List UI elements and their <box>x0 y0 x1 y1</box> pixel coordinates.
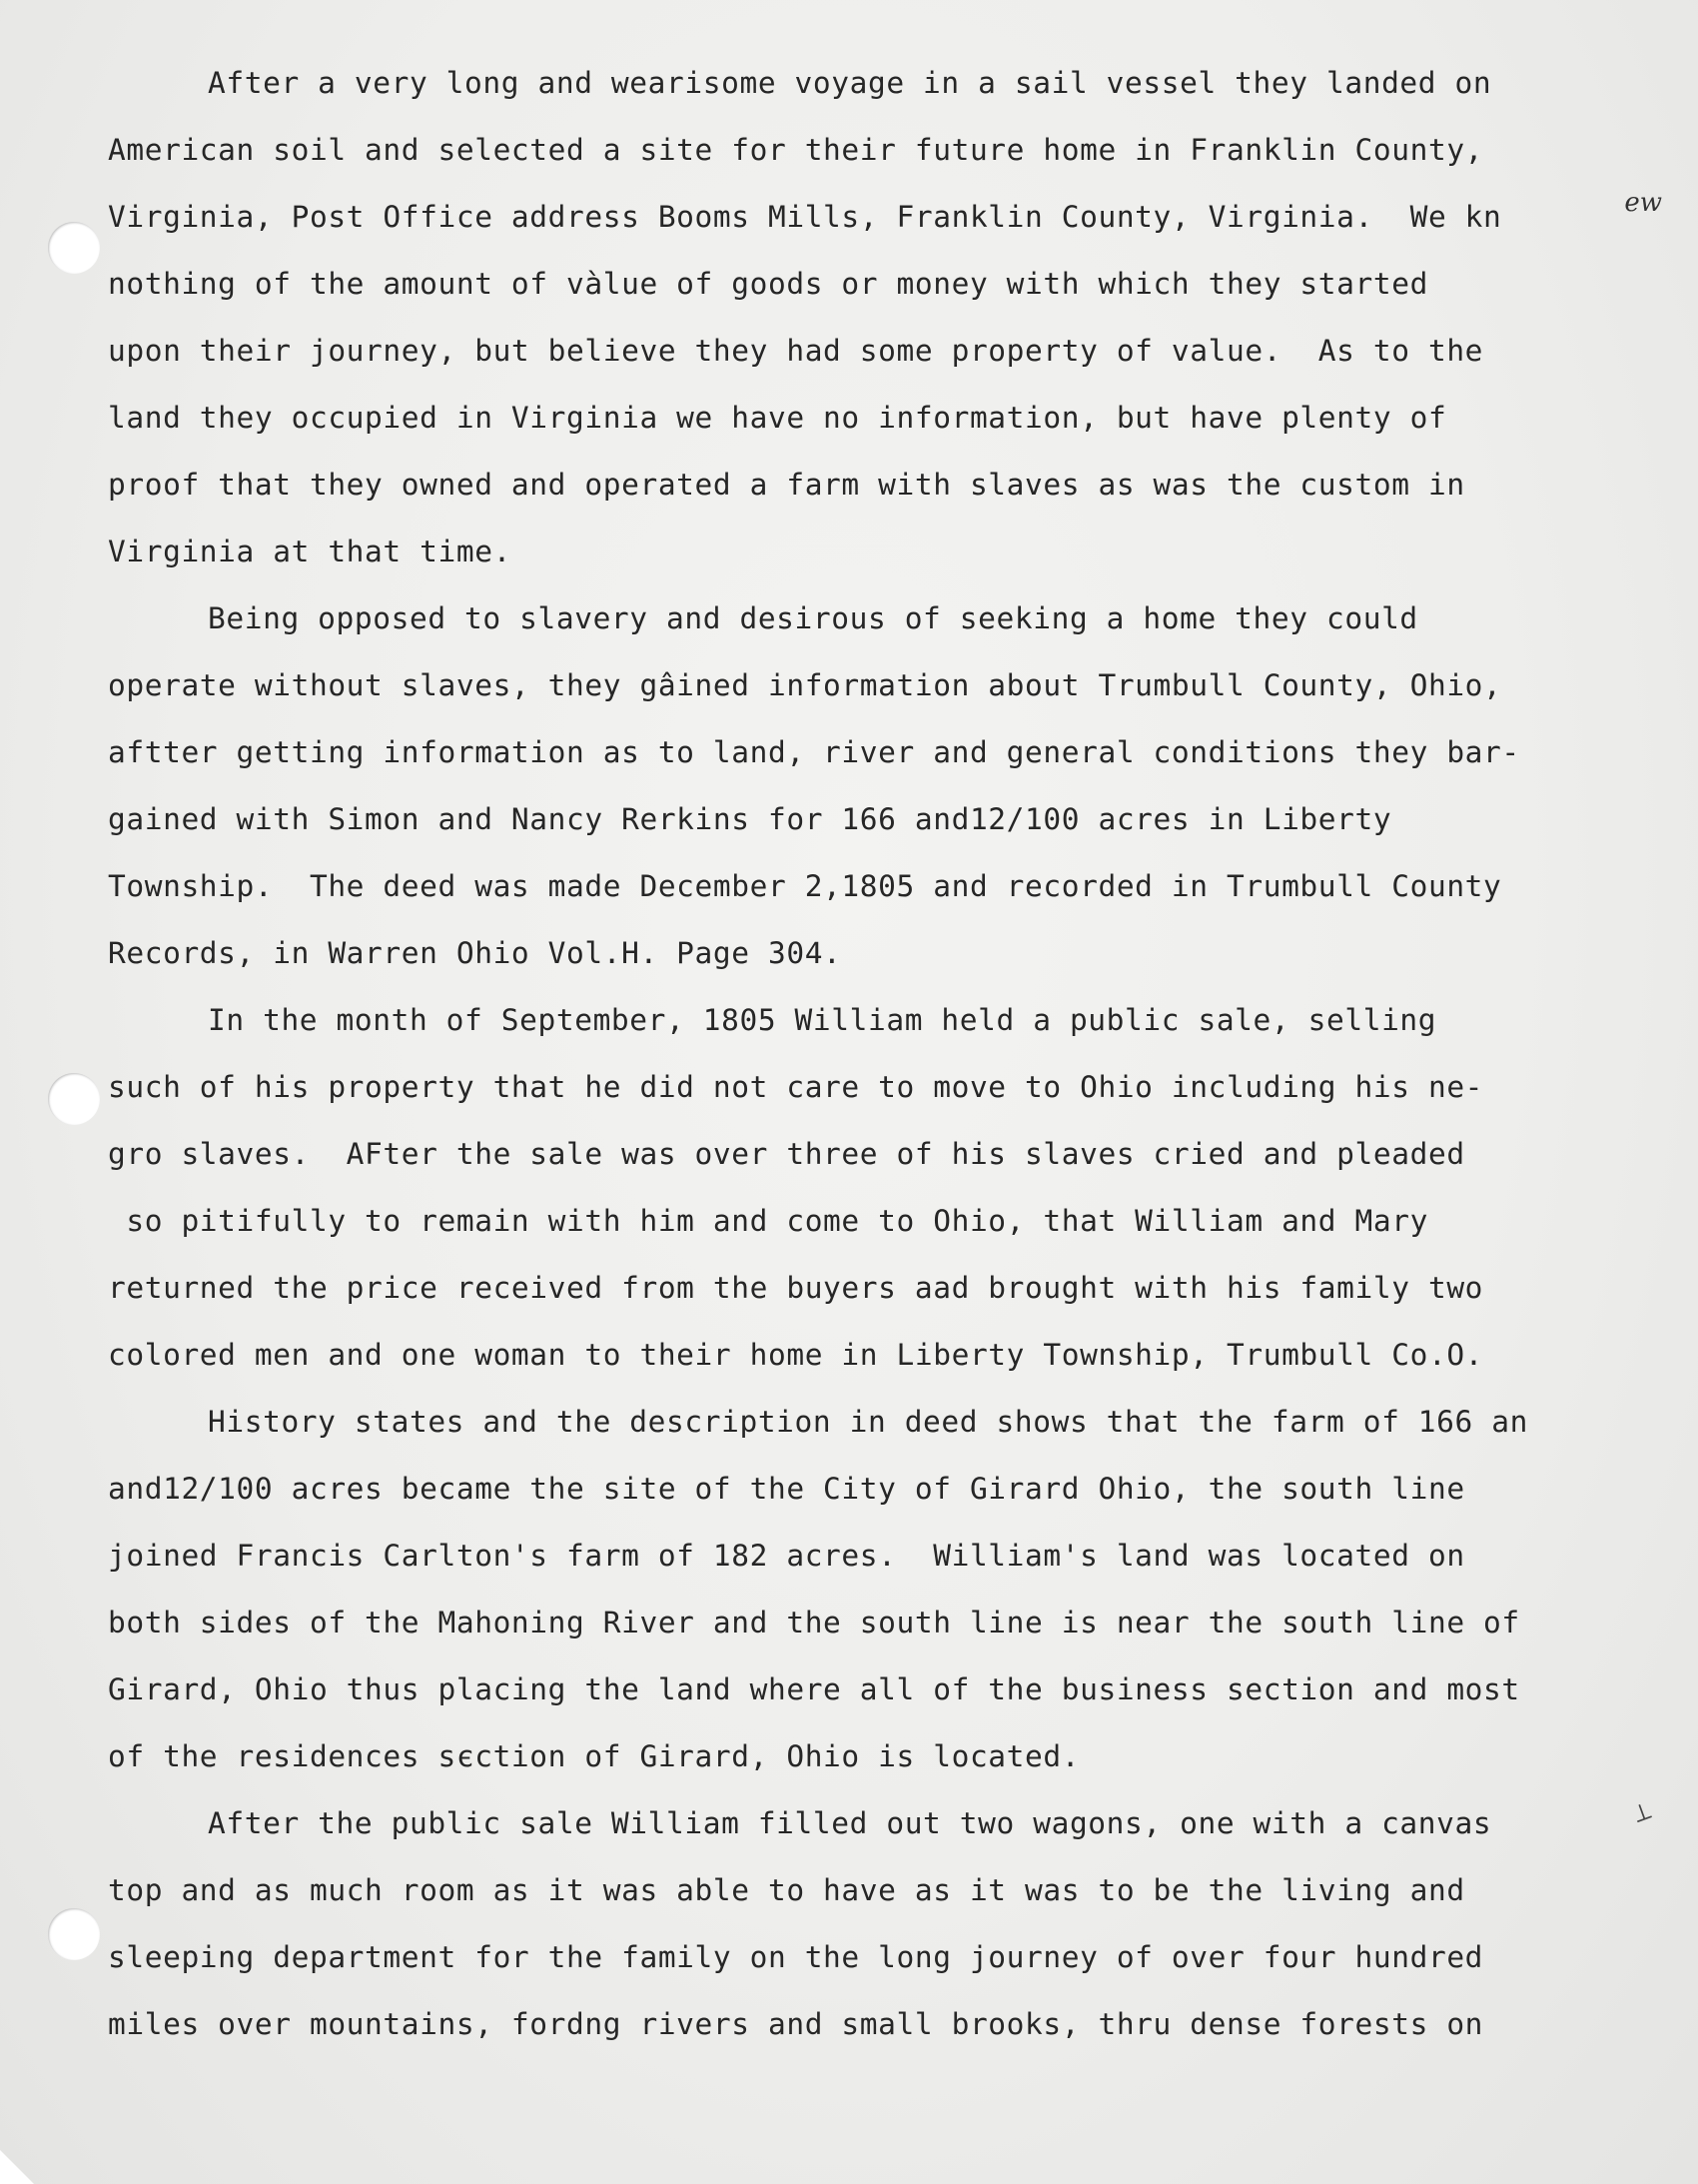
text-line-p4-1: History states and the description in deed shows that the farm of 166 an <box>208 1405 1528 1439</box>
torn-corner <box>0 2150 34 2184</box>
text-line-p3-4: so pitifully to remain with him and come to Ohio, that William and Mary <box>108 1204 1428 1238</box>
text-line-p2-4: gained with Simon and Nancy Rerkins for 166 and12/100 acres in Liberty <box>108 802 1392 836</box>
text-line-p3-6: colored men and one woman to their home in Liberty Township, Trumbull Co.O. <box>108 1338 1484 1372</box>
text-line-p2-3: aftter getting information as to land, river and general conditions they bar- <box>108 735 1520 769</box>
text-line-p4-4: both sides of the Mahoning River and the south line is near the south line of <box>108 1606 1520 1639</box>
text-line-p5-4: miles over mountains, fordng rivers and small brooks, thru dense forests on <box>108 2007 1484 2041</box>
text-line-p1-1: After a very long and wearisome voyage in a sail vessel they landed on <box>208 66 1492 100</box>
text-line-p5-2: top and as much room as it was able to have as it was to be the living and <box>108 1873 1465 1907</box>
text-line-p2-1: Being opposed to slavery and desirous of seeking a home they could <box>208 601 1418 635</box>
text-line-p4-5: Girard, Ohio thus placing the land where all of the business section and most <box>108 1672 1520 1706</box>
punch-hole-top <box>48 222 100 274</box>
punch-hole-bottom <box>48 1908 100 1960</box>
text-line-p1-6: land they occupied in Virginia we have no information, but have plenty of <box>108 401 1447 435</box>
handwritten-insert: ew <box>1624 188 1662 218</box>
text-line-p3-2: such of his property that he did not care to move to Ohio including his ne- <box>108 1070 1484 1104</box>
text-line-p1-4: nothing of the amount of vàlue of goods or money with which they started <box>108 267 1428 301</box>
text-line-p1-2: American soil and selected a site for their future home in Franklin County, <box>108 133 1484 167</box>
text-line-p4-6: of the residences sєction of Girard, Ohio is located. <box>108 1739 1081 1773</box>
text-line-p3-5: returned the price received from the buyers aad brought with his family two <box>108 1271 1484 1305</box>
text-line-p2-6: Records, in Warren Ohio Vol.H. Page 304. <box>108 936 842 970</box>
text-line-p1-8: Virginia at that time. <box>108 535 511 568</box>
margin-mark-icon: ⟂ <box>1629 1796 1655 1828</box>
punch-hole-middle <box>48 1073 100 1125</box>
text-line-p1-3: Virginia, Post Office address Booms Mills, Franklin County, Virginia. We kn <box>108 200 1502 234</box>
text-line-p5-1: After the public sale William filled out two wagons, one with a canvas <box>208 1806 1492 1840</box>
text-line-p5-3: sleeping department for the family on the long journey of over four hundred <box>108 1940 1484 1974</box>
text-line-p1-5: upon their journey, but believe they had some property of value. As to the <box>108 334 1484 368</box>
text-line-p4-2: and12/100 acres became the site of the City of Girard Ohio, the south line <box>108 1472 1465 1506</box>
text-line-p2-2: operate without slaves, they gâined information about Trumbull County, Ohio, <box>108 668 1502 702</box>
text-line-p3-3: gro slaves. AFter the sale was over three of his slaves cried and pleaded <box>108 1137 1465 1171</box>
text-line-p3-1: In the month of September, 1805 William held a public sale, selling <box>208 1003 1437 1037</box>
typed-text-body <box>108 50 1666 2058</box>
text-line-p4-3: joined Francis Carlton's farm of 182 acres. William's land was located on <box>108 1539 1465 1573</box>
text-line-p2-5: Township. The deed was made December 2,1805 and recorded in Trumbull County <box>108 869 1502 903</box>
text-line-p1-7: proof that they owned and operated a farm with slaves as was the custom in <box>108 468 1465 502</box>
